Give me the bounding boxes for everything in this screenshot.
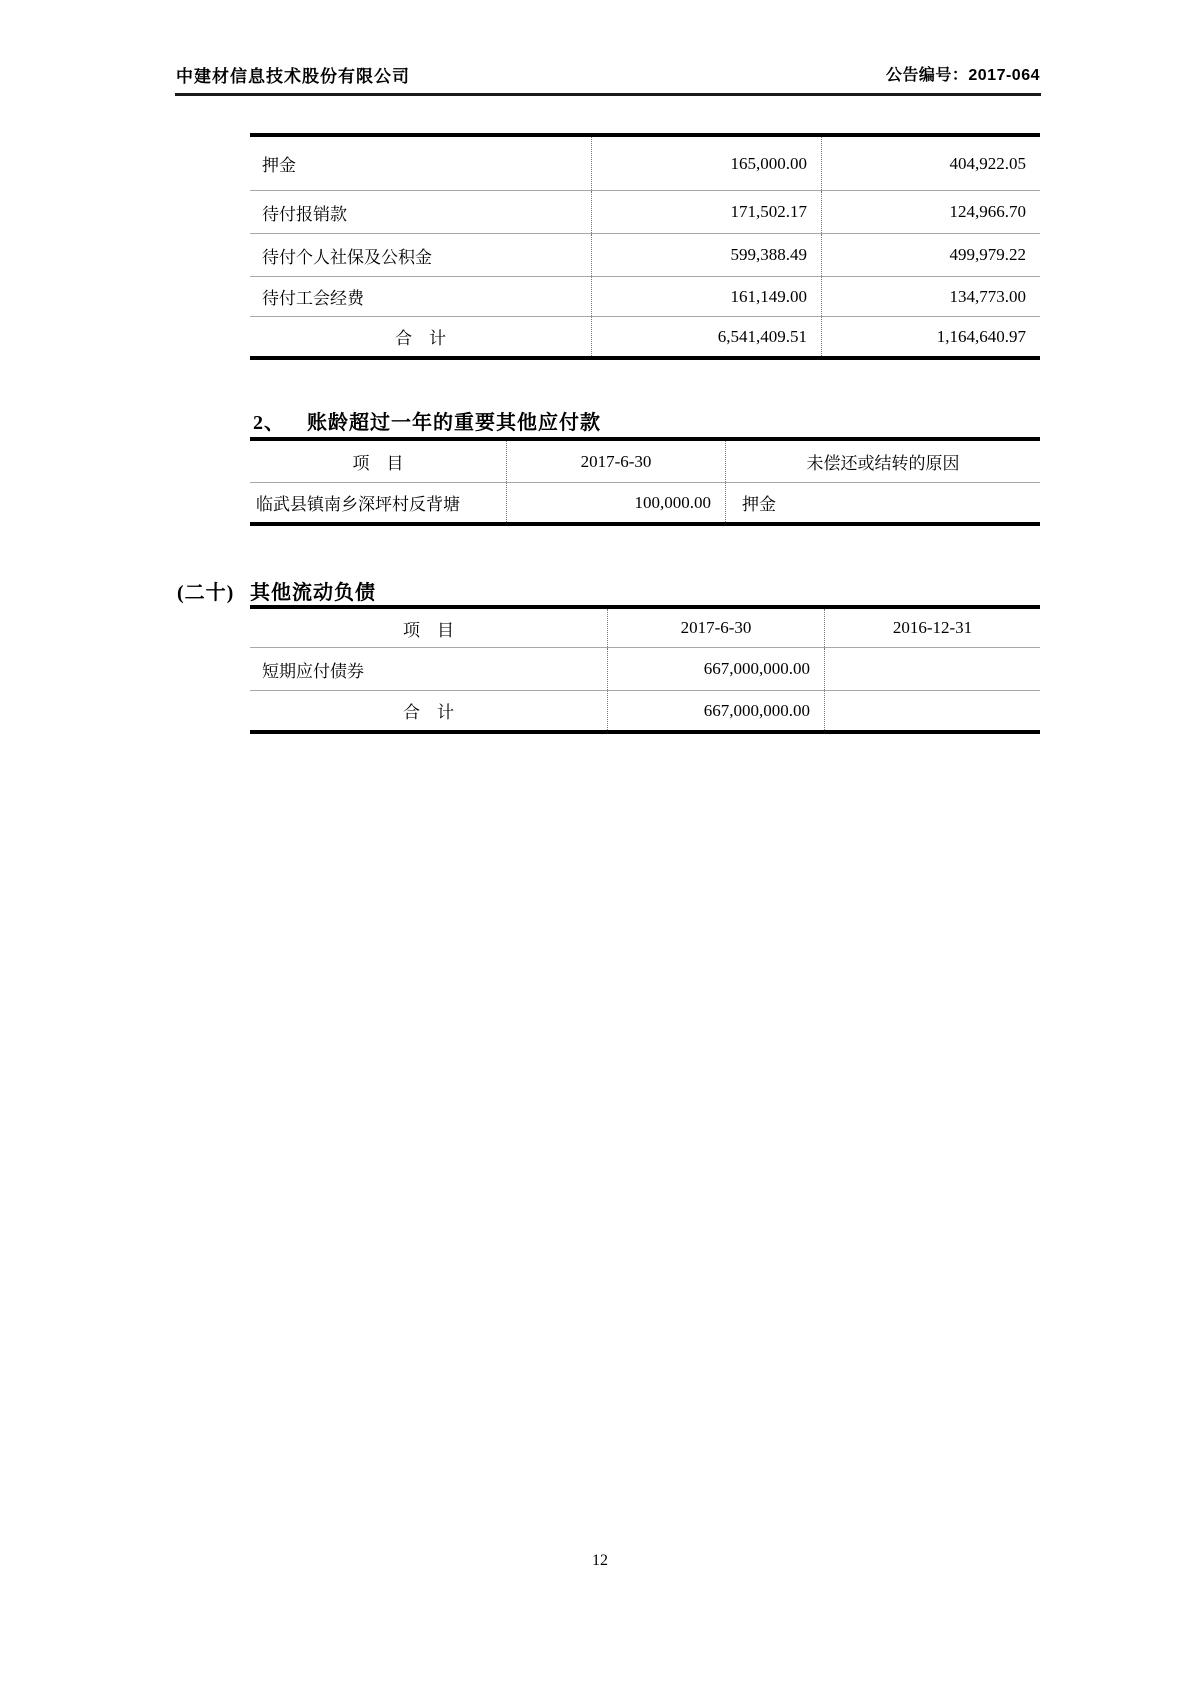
item-cell: 短期应付债券 xyxy=(250,648,608,690)
section-2-heading xyxy=(253,406,601,435)
table-row xyxy=(250,483,1040,522)
value-cell: 599,388.49 xyxy=(592,234,822,276)
section-number: (二十) xyxy=(177,582,235,604)
item-cell: 待付个人社保及公积金 xyxy=(250,234,592,276)
total-value: 1,164,640.97 xyxy=(936,326,1026,346)
total-row xyxy=(250,691,1040,730)
company-name: 中建材信息技术股份有限公司 xyxy=(176,67,410,86)
value-cell: 124,966.70 xyxy=(949,202,1026,221)
other-current-liabilities-table xyxy=(250,605,1040,734)
section-number: 2、 xyxy=(253,412,285,434)
column-header: 2017-6-30 xyxy=(608,609,825,647)
total-value: 6,541,409.51 xyxy=(592,317,822,356)
other-payables-table xyxy=(250,133,1040,360)
value-cell xyxy=(825,648,1040,690)
value-cell: 165,000.00 xyxy=(592,137,822,190)
notice-number xyxy=(886,62,1040,85)
value-cell: 404,922.05 xyxy=(949,153,1026,173)
value-cell: 667,000,000.00 xyxy=(608,648,825,690)
section-title: 其他流动负债 xyxy=(250,582,376,604)
header-row xyxy=(250,609,1040,648)
column-header: 项 目 xyxy=(250,609,608,647)
table-row xyxy=(250,191,1040,234)
table-row xyxy=(250,648,1040,691)
table-row xyxy=(250,234,1040,277)
total-value xyxy=(825,691,1040,730)
item-cell: 临武县镇南乡深坪村反背塘 xyxy=(250,483,507,522)
notice-label: 公告编号： xyxy=(885,67,969,84)
column-header: 2016-12-31 xyxy=(892,618,973,637)
total-value: 667,000,000.00 xyxy=(608,691,825,730)
column-header: 项 目 xyxy=(250,441,507,482)
value-cell: 161,149.00 xyxy=(592,277,822,316)
item-cell: 待付工会经费 xyxy=(250,277,592,316)
item-cell: 待付报销款 xyxy=(250,191,592,233)
value-cell: 134,773.00 xyxy=(949,286,1026,306)
total-row xyxy=(250,317,1040,356)
value-cell: 100,000.00 xyxy=(507,483,726,522)
item-cell: 押金 xyxy=(250,137,592,190)
value-cell: 499,979.22 xyxy=(949,245,1026,264)
total-label: 合 计 xyxy=(250,691,608,730)
column-header: 2017-6-30 xyxy=(507,441,726,482)
section-title: 账龄超过一年的重要其他应付款 xyxy=(307,412,601,434)
table-row xyxy=(250,137,1040,191)
aged-payables-table xyxy=(250,437,1040,526)
header-row xyxy=(250,441,1040,483)
table-row xyxy=(250,277,1040,317)
section-20-heading xyxy=(177,576,376,605)
column-header: 未偿还或结转的原因 xyxy=(806,454,960,473)
notice-value: 2017-064 xyxy=(968,67,1040,84)
header-rule xyxy=(175,93,1041,96)
reason-cell: 押金 xyxy=(742,495,776,514)
total-label: 合 计 xyxy=(250,317,592,356)
page-number: 12 xyxy=(592,1552,608,1569)
value-cell: 171,502.17 xyxy=(592,191,822,233)
